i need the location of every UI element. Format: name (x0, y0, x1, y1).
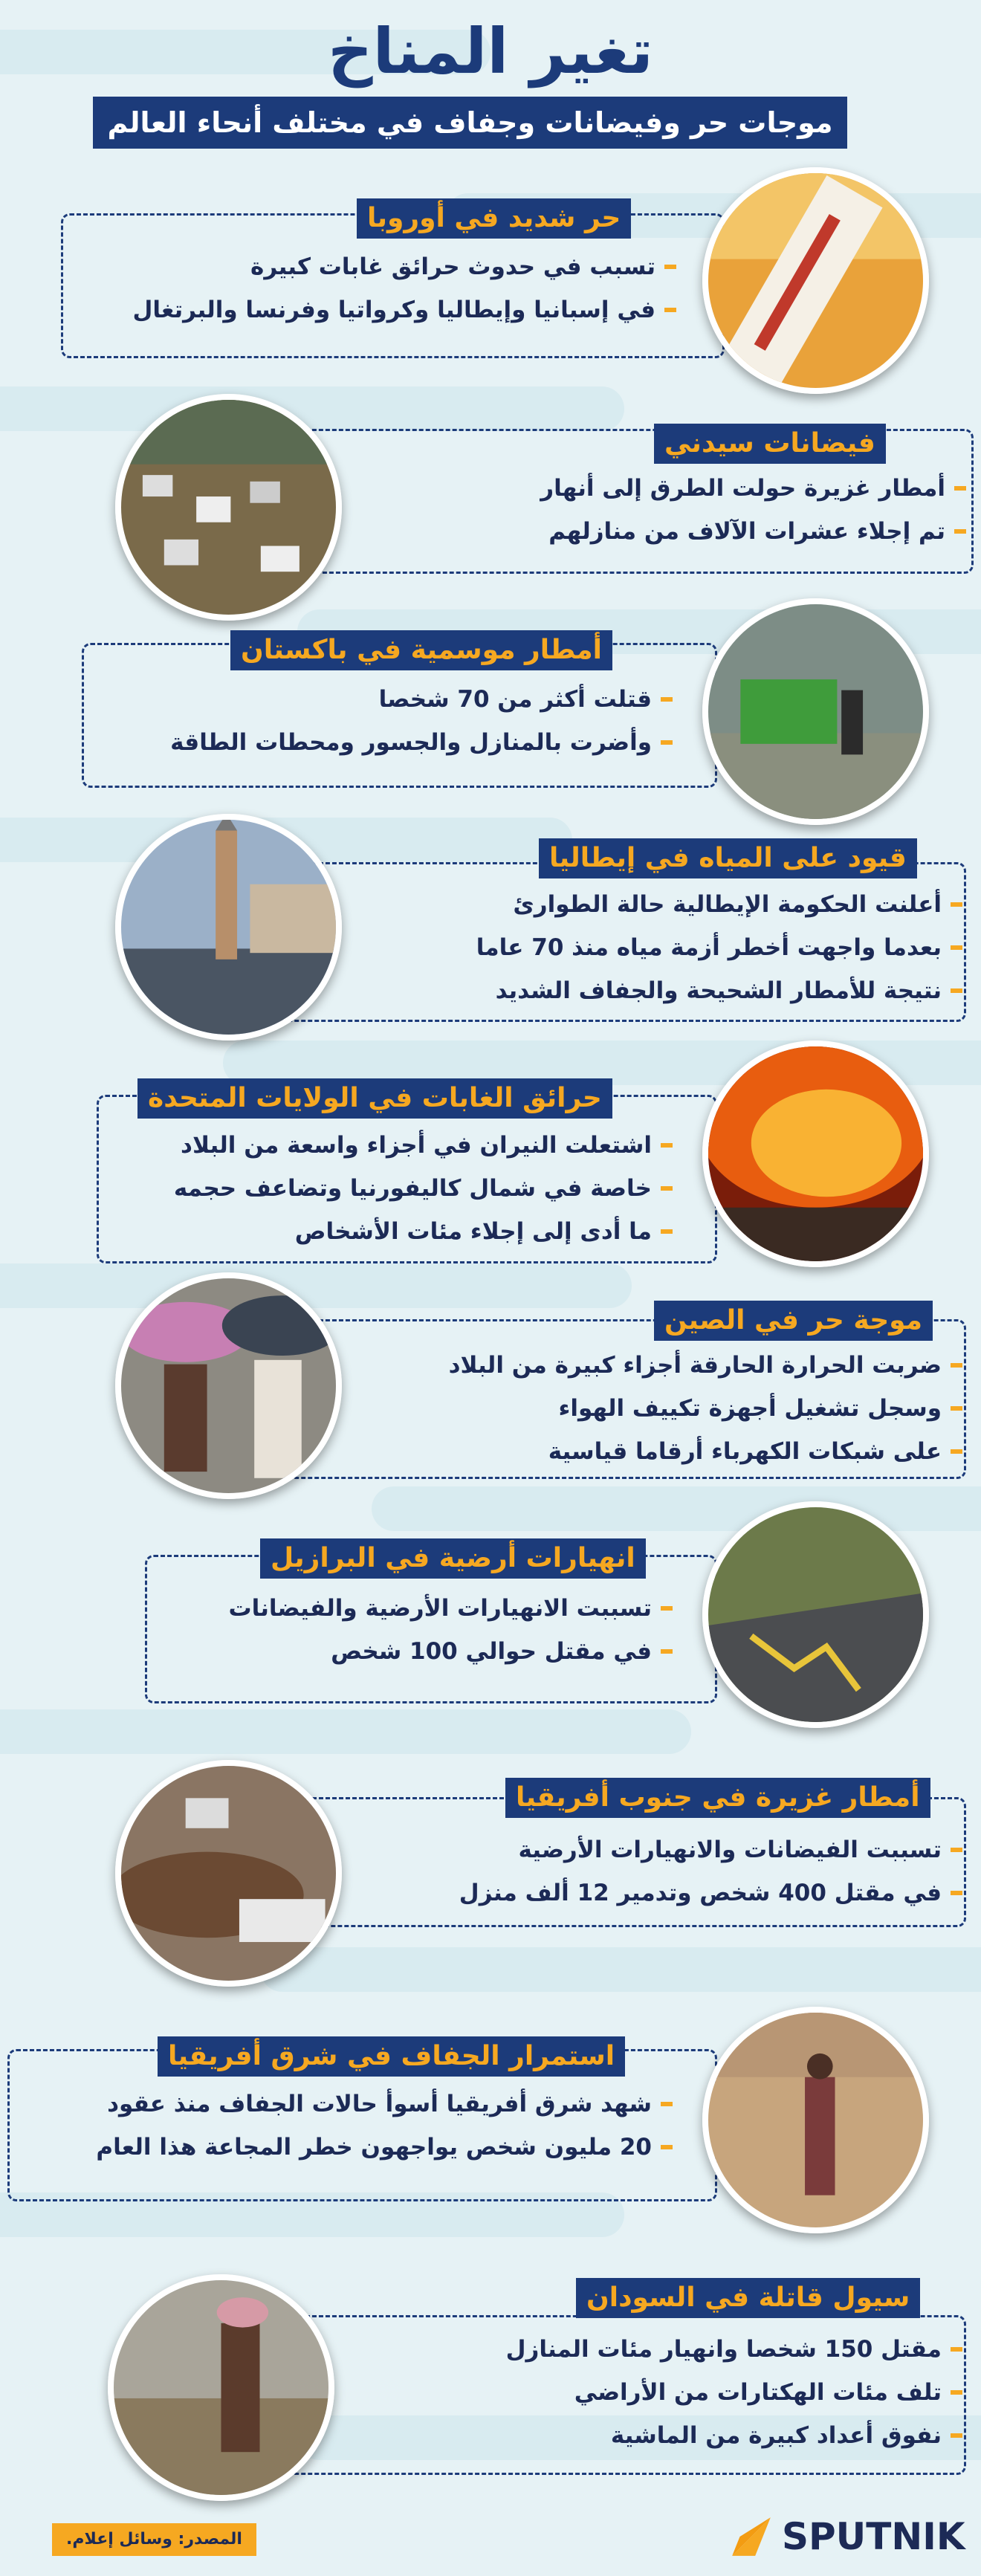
item-bullets-italy (372, 883, 962, 1012)
page-subtitle: موجات حر وفيضانات وجفاف في مختلف أنحاء العالم (93, 97, 847, 149)
bullet-item: 20 مليون شخص يواجهون خطر المجاعة هذا العام (11, 2126, 673, 2169)
item-bullets-china (372, 1344, 962, 1473)
cracked-road-photo (702, 1501, 929, 1728)
dash-marker-icon (951, 1449, 962, 1454)
dash-marker-icon (951, 1406, 962, 1411)
item-heading-usa: حرائق الغابات في الولايات المتحدة (137, 1078, 612, 1119)
bullet-item: على شبكات الكهرباء أرقاما قياسية (372, 1430, 962, 1473)
item-heading-sudan: سيول قاتلة في السودان (576, 2278, 920, 2318)
bullet-item: قتلت أكثر من 70 شخصا (111, 678, 673, 721)
bullet-item: أمطار غزيرة حولت الطرق إلى أنهار (372, 467, 966, 510)
bullet-item: خاصة في شمال كاليفورنيا وتضاعف حجمه (104, 1167, 673, 1210)
flood-cars-photo (115, 1760, 342, 1987)
bullet-item: تسببت الفيضانات والانهيارات الأرضية (372, 1828, 962, 1871)
dash-marker-icon (661, 1649, 673, 1654)
item-bullets-pakistan (111, 678, 673, 764)
dash-marker-icon (954, 529, 966, 534)
bullet-item: أعلنت الحكومة الإيطالية حالة الطوارئ (372, 883, 962, 926)
bullet-item: بعدما واجهت أخطر أزمة مياه منذ 70 عاما (372, 926, 962, 969)
bullet-item: وسجل تشغيل أجهزة تكييف الهواء (372, 1387, 962, 1430)
bullet-item: في مقتل 400 شخص وتدمير 12 ألف منزل (372, 1871, 962, 1915)
dash-marker-icon (951, 945, 962, 950)
bullet-item: ضربت الحرارة الحارقة أجزاء كبيرة من البلاد (372, 1344, 962, 1387)
drought-person-photo (702, 2007, 929, 2233)
bullet-item: في مقتل حوالي 100 شخص (149, 1630, 673, 1673)
bullet-item: اشتعلت النيران في أجزاء واسعة من البلاد (104, 1124, 673, 1167)
dash-marker-icon (661, 1143, 673, 1148)
dash-marker-icon (664, 308, 676, 312)
item-heading-brazil: انهيارات أرضية في البرازيل (260, 1538, 646, 1579)
sputnik-logo (728, 2511, 966, 2563)
item-bullets-europe (97, 245, 676, 331)
bullet-item: تسبب في حدوث حرائق غابات كبيرة (97, 245, 676, 288)
bullet-item: ما أدى إلى إجلاء مئات الأشخاص (104, 1210, 673, 1253)
item-heading-sydney: فيضانات سيدني (654, 424, 886, 464)
item-heading-china: موجة حر في الصين (654, 1301, 933, 1341)
item-bullets-usa (104, 1124, 673, 1253)
wildfire-photo (702, 1041, 929, 1267)
bullet-item: نتيجة للأمطار الشحيحة والجفاف الشديد (372, 969, 962, 1012)
bullet-item: شهد شرق أفريقيا أسوأ حالات الجفاف منذ عقود (11, 2083, 673, 2126)
item-bullets-sudan (372, 2328, 962, 2457)
thermometer-photo (702, 167, 929, 394)
page-title: تغير المناخ (328, 15, 653, 88)
bullet-item: في إسبانيا وإيطاليا وكرواتيا وفرنسا والبرتغال (97, 288, 676, 331)
bullet-item: تم إجلاء عشرات الآلاف من منازلهم (372, 510, 966, 553)
brand-name: SPUTNIK (782, 2515, 965, 2558)
item-heading-south-africa: أمطار غزيرة في جنوب أفريقيا (505, 1778, 930, 1818)
umbrella-crowd-photo (115, 1272, 342, 1499)
sputnik-logo-icon (728, 2514, 774, 2560)
dash-marker-icon (951, 1363, 962, 1368)
item-bullets-sydney (372, 467, 966, 553)
item-heading-east-africa: استمرار الجفاف في شرق أفريقيا (158, 2036, 625, 2077)
dash-marker-icon (664, 265, 676, 269)
item-bullets-brazil (149, 1587, 673, 1673)
item-heading-italy: قيود على المياه في إيطاليا (539, 838, 917, 878)
dash-marker-icon (951, 902, 962, 907)
dash-marker-icon (661, 2102, 673, 2106)
dash-marker-icon (954, 486, 966, 491)
dash-marker-icon (951, 1848, 962, 1852)
dash-marker-icon (951, 1891, 962, 1895)
source-label: المصدر: وسائل إعلام. (52, 2523, 256, 2556)
dash-marker-icon (661, 697, 673, 702)
bullet-item: تلف مئات الهكتارات من الأراضي (372, 2371, 962, 2414)
item-heading-pakistan: أمطار موسمية في باكستان (230, 630, 612, 670)
dash-marker-icon (661, 1606, 673, 1611)
item-heading-europe: حر شديد في أوروبا (357, 198, 631, 239)
item-bullets-east-africa (11, 2083, 673, 2169)
sudan-flood-photo (108, 2274, 334, 2501)
rickshaw-flood-photo (702, 598, 929, 825)
flooded-town-photo (115, 394, 342, 621)
item-bullets-south-africa (372, 1828, 962, 1915)
dash-marker-icon (661, 1229, 673, 1234)
bullet-item: مقتل 150 شخصا وانهيار مئات المنازل (372, 2328, 962, 2371)
dash-marker-icon (951, 2390, 962, 2395)
bullet-item: نفوق أعداد كبيرة من الماشية (372, 2414, 962, 2457)
dash-marker-icon (661, 2145, 673, 2149)
bullet-item: وأضرت بالمنازل والجسور ومحطات الطاقة (111, 721, 673, 764)
dash-marker-icon (951, 2347, 962, 2352)
dash-marker-icon (951, 2433, 962, 2438)
venice-square-photo (115, 814, 342, 1041)
dash-marker-icon (951, 988, 962, 993)
dash-marker-icon (661, 1186, 673, 1191)
bullet-item: تسببت الانهيارات الأرضية والفيضانات (149, 1587, 673, 1630)
dash-marker-icon (661, 740, 673, 745)
